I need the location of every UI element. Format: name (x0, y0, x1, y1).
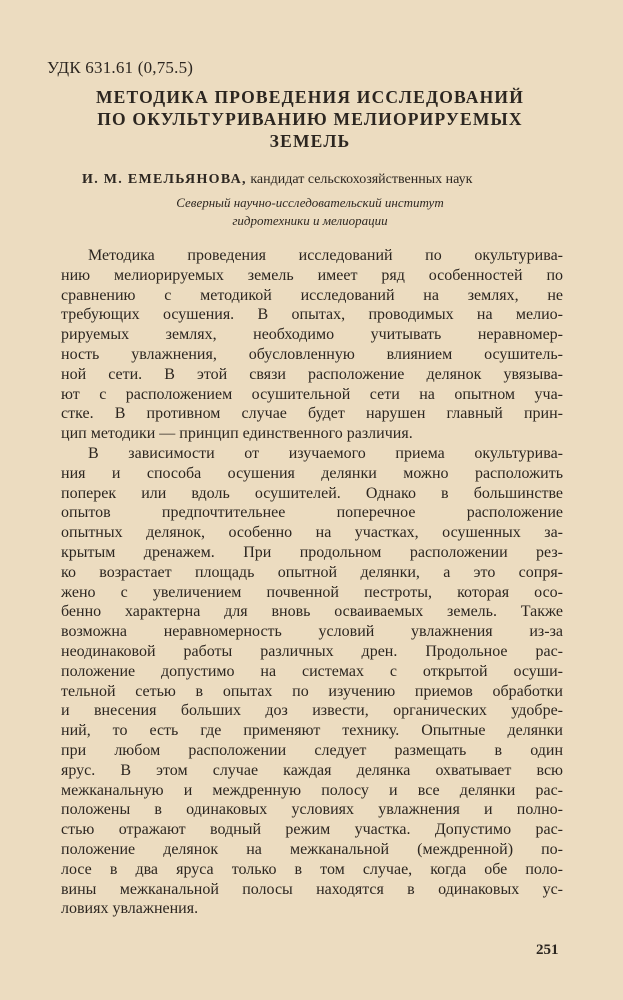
paragraph-line: положены в одинаковых условиях увлажнения и полно- (61, 801, 563, 819)
paragraph-line: крытым дренажем. При продольном расположении рез- (61, 543, 563, 561)
paragraph-line: и внесения больших доз извести, органических удобре- (61, 702, 563, 720)
paragraph-line: межканальную и междренную полосу и все делянки рас- (61, 781, 563, 799)
paragraph-line: В зависимости от изучаемого приема окультурива- (88, 444, 563, 462)
udk-code: УДК 631.61 (0,75.5) (47, 58, 194, 77)
paragraph-line: неодинаковой работы различных дрен. Продольное рас- (61, 642, 563, 660)
paragraph-line: ют с расположением осушительной сети на опытном уча- (61, 385, 563, 403)
paragraph-line: ко возрастает площадь опытной делянки, а это сопря- (61, 563, 563, 581)
paragraph-line: цип методики — принцип единственного различия. (61, 425, 413, 443)
paragraph-line: ния и способа осушения делянки можно расположить (61, 464, 563, 482)
paragraph-line: опытных делянок, особенно на участках, осушенных за- (61, 524, 563, 542)
paragraph-line: ловиях увлажнения. (61, 900, 199, 918)
paragraph-line: ярус. В этом случае каждая делянка охватывает всю (61, 761, 563, 779)
paragraph-line: тельной сетью в опытах по изучению приемов обработки (61, 682, 563, 700)
paragraph-line: ной сети. В этой связи расположение делянок увязыва- (61, 365, 563, 383)
paragraph-line: опытов предпочтительнее поперечное расположение (61, 504, 563, 522)
paragraph-line: требующих осушения. В опытах, проводимых на мелио- (61, 306, 563, 324)
title-line: МЕТОДИКА ПРОВЕДЕНИЯ ИССЛЕДОВАНИЙ (95, 87, 525, 107)
article-title (60, 86, 560, 152)
paragraph-line: бенно характерна для вновь осваиваемых земель. Также (61, 603, 563, 621)
paragraph-line: стке. В противном случае будет нарушен главный прин- (61, 405, 563, 423)
paragraph-line: ний, то есть где применяют технику. Опытные делянки (61, 722, 563, 740)
paragraph-line: стью отражают водный режим участка. Допустимо рас- (61, 821, 563, 839)
institution-line: Северный научно-исследовательский институт (176, 195, 444, 210)
institution-line: гидротехники и мелиорации (232, 213, 388, 228)
paragraph-line: сравнению с методикой исследований на землях, не (61, 286, 563, 304)
title-line: ЗЕМЕЛЬ (269, 131, 351, 151)
title-line: ПО ОКУЛЬТУРИВАНИЮ МЕЛИОРИРУЕМЫХ (97, 109, 523, 129)
paragraph-line: поперек или вдоль осушителей. Однако в большинстве (61, 484, 563, 502)
page-number: 251 (536, 942, 559, 958)
paragraph-line: нию мелиорируемых земель имеет ряд особенностей по (61, 266, 563, 284)
paragraph-line: лосе в два яруса только в том случае, когда обе поло- (61, 860, 563, 878)
paragraph-line: положение допустимо на системах с открытой осуши- (61, 662, 563, 680)
paragraph-line: положение делянок на межканальной (междренной) по- (61, 840, 563, 858)
institution (110, 194, 510, 230)
author-degree: кандидат сельскохозяйственных наук (250, 172, 473, 187)
paragraph-line: жено с увеличением почвенной пестроты, которая осо- (61, 583, 563, 601)
author-name: И. М. ЕМЕЛЬЯНОВА, (82, 172, 247, 187)
paragraph-line: при любом расположении следует размещать в один (61, 741, 563, 759)
paragraph-line: ность увлажнения, обусловленную влиянием осушитель- (61, 345, 563, 363)
paragraph-line: рируемых землях, необходимо учитывать неравномер- (61, 326, 563, 344)
author-line (82, 172, 472, 188)
paragraph-line: возможна неравномерность условий увлажнения из-за (61, 623, 563, 641)
paragraph-line: Методика проведения исследований по окультурива- (88, 247, 563, 264)
paragraph-line: вины межканальной полосы находятся в одинаковых ус- (61, 880, 563, 898)
body-text (61, 246, 563, 919)
